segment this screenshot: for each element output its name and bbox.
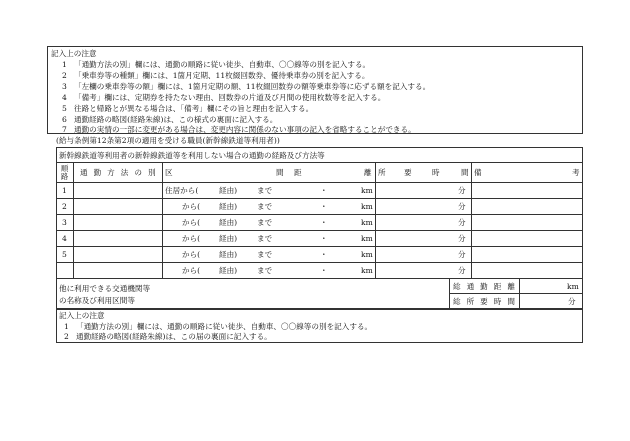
row-via: 経由) [219,234,238,243]
row-min: 分 [458,202,466,211]
row-to: まで [257,218,273,227]
row-via: 経由) [219,250,238,259]
note-text: 「通勤方法の別」欄には、通勤の順路に従い徒歩、自動車、〇〇線等の別を記入する。 [76,322,373,331]
row-km: km [361,186,373,195]
header-order-2: 路 [61,172,69,181]
row-number: 4 [62,234,67,243]
header-time-c: 時 [432,168,440,177]
row-min: 分 [458,186,466,195]
row-to: まで [257,250,273,259]
header-time-b: 要 [404,168,412,177]
row-via: 経由) [219,186,238,195]
note-num: 1 [64,322,69,331]
row-number: 3 [62,218,67,227]
row-dot: ・ [320,218,328,227]
header-distance: 距 [294,168,302,177]
row-min: 分 [458,218,466,227]
note-text: 「備考」欄には、定期券を持たない理由、回数券の片道及び月間の使用枚数等を記入する。 [74,93,386,102]
row-number: 2 [62,202,67,211]
note-num: 7 [62,125,67,134]
note-text: 通勤の実情の一部に変更がある場合は、変更内容に関係のない事項の記入を省略することができる。 [74,125,416,134]
row-dot: ・ [320,186,328,195]
row-km: km [361,234,373,243]
total-distance-label: 総通勤距離 [453,282,521,291]
row-from: から( [182,218,201,227]
total-time-unit: 分 [568,297,576,306]
note-num: 1 [62,60,67,69]
table-title: 新幹線鉄道等利用者の新幹線鉄道等を利用しない場合の通勤の経路及び方法等 [59,151,325,160]
row-from: 住居から( [165,186,199,195]
header-order-1: 順 [61,164,69,173]
row-km: km [361,250,373,259]
row-to: まで [257,186,273,195]
other-transport-label: 他に利用できる交通機関等 [59,284,151,293]
note-text: 通勤経路の略図(経路朱線)は、この様式の裏面に記入する。 [74,115,278,124]
note-num: 3 [62,82,67,91]
header-distance-end: 離 [364,168,372,177]
row-via: 経由) [219,266,238,275]
note-text: 「左欄の乗車券等の額」欄には、1箇月定期の額、11枚綴回数券の額等乗車券等に応ずる額を記入する。 [74,82,431,91]
note-text: 「乗車券等の種類」欄には、1箇月定期、11枚綴回数券、優待乗車券の別を記入する。 [74,71,370,80]
row-from: から( [182,202,201,211]
row-number: 1 [62,186,67,195]
note-text: 往路と帰路とが異なる場合は、「備考」欄にその旨と理由を記入する。 [74,104,314,113]
row-dot: ・ [320,234,328,243]
row-dot: ・ [320,266,328,275]
header-method: 通勤方法の別 [80,168,162,177]
note-num: 4 [62,93,67,102]
note-num: 6 [62,115,67,124]
other-transport-label-2: の名称及び利用区間等 [59,296,135,305]
total-distance-unit: km [567,282,579,291]
note-num: 2 [64,332,69,341]
header-remarks: 備 [474,168,482,177]
row-min: 分 [458,250,466,259]
row-min: 分 [458,266,466,275]
header-remarks-end: 考 [572,168,580,177]
row-km: km [361,266,373,275]
header-interval: 間 [276,168,284,177]
total-time-label: 総所要時間 [453,297,521,306]
note-text: 通勤経路の略図(経路朱線)は、この届の裏面に記入する。 [76,332,272,341]
notes-top-title: 記入上の注意 [51,49,97,58]
note-text: 「通勤方法の別」欄には、通勤の順路に従い徒歩、自動車、〇〇線等の別を記入する。 [74,60,371,69]
row-from: から( [182,250,201,259]
header-time-a: 所 [378,168,386,177]
note-num: 2 [62,71,67,80]
row-to: まで [257,234,273,243]
row-dot: ・ [320,250,328,259]
row-min: 分 [458,234,466,243]
section-caption: (給与条例第12条第2項の適用を受ける職員(新幹線鉄道等利用者)) [56,136,280,145]
row-from: から( [182,234,201,243]
row-from: から( [182,266,201,275]
row-km: km [361,218,373,227]
row-to: まで [257,266,273,275]
header-section: 区 [165,168,173,177]
row-via: 経由) [219,202,238,211]
row-dot: ・ [320,202,328,211]
notes-bottom-title: 記入上の注意 [59,311,105,320]
header-time-d: 間 [461,168,469,177]
row-to: まで [257,202,273,211]
row-number: 5 [62,250,67,259]
row-km: km [361,202,373,211]
note-num: 5 [62,104,67,113]
row-via: 経由) [219,218,238,227]
